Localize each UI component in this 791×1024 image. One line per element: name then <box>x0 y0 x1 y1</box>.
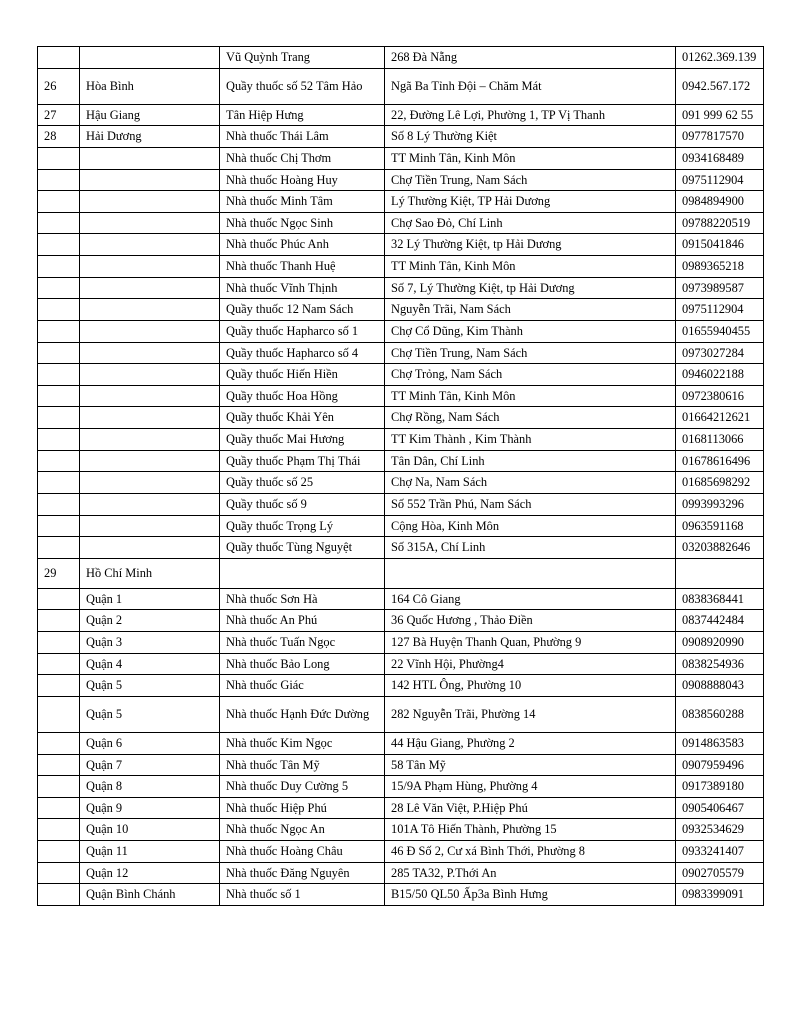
cell-province: Quận 1 <box>80 588 220 610</box>
cell-pharmacy-name: Nhà thuốc Sơn Hà <box>220 588 385 610</box>
cell-address: Số 315A, Chí Linh <box>385 537 676 559</box>
cell-pharmacy-name: Nhà thuốc Chị Thơm <box>220 147 385 169</box>
cell-address: Chợ Trỏng, Nam Sách <box>385 364 676 386</box>
cell-pharmacy-name: Nhà thuốc Vĩnh Thịnh <box>220 277 385 299</box>
table-row <box>38 299 764 321</box>
table-row <box>38 675 764 697</box>
cell-province <box>80 385 220 407</box>
cell-province: Quận 6 <box>80 732 220 754</box>
cell-province <box>80 234 220 256</box>
cell-number <box>38 472 80 494</box>
cell-phone: 0942.567.172 <box>676 68 764 104</box>
cell-address: 127 Bà Huyện Thanh Quan, Phường 9 <box>385 632 676 654</box>
cell-number <box>38 256 80 278</box>
cell-province <box>80 147 220 169</box>
cell-phone: 0973027284 <box>676 342 764 364</box>
table-row <box>38 277 764 299</box>
cell-number <box>38 588 80 610</box>
cell-address: TT Minh Tân, Kinh Môn <box>385 147 676 169</box>
cell-phone: 0972380616 <box>676 385 764 407</box>
cell-address: Chợ Tiền Trung, Nam Sách <box>385 342 676 364</box>
cell-phone: 0934168489 <box>676 147 764 169</box>
pharmacy-table-body <box>38 47 764 906</box>
cell-province: Hồ Chí Minh <box>80 558 220 588</box>
cell-phone: 0993993296 <box>676 493 764 515</box>
cell-phone: 0963591168 <box>676 515 764 537</box>
cell-number <box>38 147 80 169</box>
cell-address: Cộng Hòa, Kinh Môn <box>385 515 676 537</box>
cell-pharmacy-name: Nhà thuốc Phúc Anh <box>220 234 385 256</box>
cell-pharmacy-name: Nhà thuốc Minh Tâm <box>220 191 385 213</box>
table-row <box>38 256 764 278</box>
cell-address: TT Kim Thành , Kim Thành <box>385 429 676 451</box>
table-row <box>38 429 764 451</box>
cell-province: Quận 10 <box>80 819 220 841</box>
cell-phone: 0917389180 <box>676 776 764 798</box>
cell-address: Nguyễn Trãi, Nam Sách <box>385 299 676 321</box>
table-row <box>38 819 764 841</box>
cell-address: Chợ Rồng, Nam Sách <box>385 407 676 429</box>
cell-number <box>38 342 80 364</box>
cell-pharmacy-name: Nhà thuốc Hạnh Đức Dường <box>220 696 385 732</box>
cell-address: 164 Cô Giang <box>385 588 676 610</box>
cell-pharmacy-name: Tân Hiệp Hưng <box>220 104 385 126</box>
cell-number <box>38 653 80 675</box>
cell-phone: 01262.369.139 <box>676 47 764 69</box>
cell-number <box>38 884 80 906</box>
cell-pharmacy-name: Nhà thuốc Hoàng Huy <box>220 169 385 191</box>
cell-province: Quận 3 <box>80 632 220 654</box>
cell-province: Quận 2 <box>80 610 220 632</box>
cell-province <box>80 47 220 69</box>
cell-address: 22, Đường Lê Lợi, Phường 1, TP Vị Thanh <box>385 104 676 126</box>
cell-phone: 091 999 62 55 <box>676 104 764 126</box>
cell-number <box>38 610 80 632</box>
cell-number <box>38 277 80 299</box>
cell-pharmacy-name: Nhà thuốc Kim Ngọc <box>220 732 385 754</box>
cell-pharmacy-name: Nhà thuốc Duy Cường 5 <box>220 776 385 798</box>
table-row <box>38 797 764 819</box>
cell-province: Quận 5 <box>80 675 220 697</box>
cell-phone: 0838560288 <box>676 696 764 732</box>
table-row <box>38 884 764 906</box>
cell-address: 22 Vĩnh Hội, Phường4 <box>385 653 676 675</box>
cell-phone: 01655940455 <box>676 320 764 342</box>
cell-number <box>38 776 80 798</box>
cell-province <box>80 299 220 321</box>
cell-pharmacy-name: Nhà thuốc Tân Mỹ <box>220 754 385 776</box>
table-row <box>38 191 764 213</box>
cell-province: Quận 7 <box>80 754 220 776</box>
cell-phone: 0977817570 <box>676 126 764 148</box>
cell-province <box>80 342 220 364</box>
cell-province: Quận 11 <box>80 841 220 863</box>
cell-pharmacy-name: Nhà thuốc Giác <box>220 675 385 697</box>
cell-address: 58 Tân Mỹ <box>385 754 676 776</box>
cell-province <box>80 364 220 386</box>
table-row <box>38 126 764 148</box>
cell-address: 44 Hậu Giang, Phường 2 <box>385 732 676 754</box>
cell-province: Quận Bình Chánh <box>80 884 220 906</box>
cell-number: 29 <box>38 558 80 588</box>
cell-number <box>38 754 80 776</box>
cell-phone: 0975112904 <box>676 169 764 191</box>
cell-number <box>38 841 80 863</box>
cell-address: 36 Quốc Hương , Thảo Điền <box>385 610 676 632</box>
cell-number <box>38 234 80 256</box>
cell-pharmacy-name: Quầy thuốc Trọng Lý <box>220 515 385 537</box>
cell-phone: 0983399091 <box>676 884 764 906</box>
cell-pharmacy-name: Nhà thuốc An Phú <box>220 610 385 632</box>
table-row <box>38 515 764 537</box>
table-row <box>38 696 764 732</box>
cell-number <box>38 47 80 69</box>
cell-province: Quận 8 <box>80 776 220 798</box>
cell-number: 28 <box>38 126 80 148</box>
pharmacy-table-container <box>37 46 763 906</box>
cell-pharmacy-name: Quầy thuốc 12 Nam Sách <box>220 299 385 321</box>
cell-province <box>80 320 220 342</box>
cell-phone: 01685698292 <box>676 472 764 494</box>
cell-number <box>38 191 80 213</box>
cell-pharmacy-name: Nhà thuốc Bảo Long <box>220 653 385 675</box>
cell-province <box>80 191 220 213</box>
cell-address: B15/50 QL50 Ấp3a Bình Hưng <box>385 884 676 906</box>
cell-province <box>80 277 220 299</box>
table-row <box>38 104 764 126</box>
cell-phone: 0838254936 <box>676 653 764 675</box>
table-row <box>38 841 764 863</box>
cell-address: Lý Thường Kiệt, TP Hải Dương <box>385 191 676 213</box>
cell-province <box>80 515 220 537</box>
cell-phone: 01664212621 <box>676 407 764 429</box>
cell-pharmacy-name: Nhà thuốc Hiệp Phú <box>220 797 385 819</box>
cell-province <box>80 429 220 451</box>
cell-number <box>38 819 80 841</box>
cell-phone: 0915041846 <box>676 234 764 256</box>
cell-number <box>38 493 80 515</box>
table-row <box>38 732 764 754</box>
cell-number <box>38 537 80 559</box>
cell-province: Quận 4 <box>80 653 220 675</box>
cell-pharmacy-name <box>220 558 385 588</box>
cell-pharmacy-name: Nhà thuốc Ngọc Sinh <box>220 212 385 234</box>
cell-pharmacy-name: Nhà thuốc Hoàng Châu <box>220 841 385 863</box>
cell-number: 26 <box>38 68 80 104</box>
cell-address: 28 Lê Văn Việt, P.Hiệp Phú <box>385 797 676 819</box>
cell-pharmacy-name: Quầy thuốc số 25 <box>220 472 385 494</box>
cell-number <box>38 696 80 732</box>
cell-number <box>38 407 80 429</box>
cell-phone: 0905406467 <box>676 797 764 819</box>
cell-province <box>80 256 220 278</box>
cell-number <box>38 299 80 321</box>
cell-pharmacy-name: Nhà thuốc Ngọc An <box>220 819 385 841</box>
cell-phone: 0946022188 <box>676 364 764 386</box>
table-row <box>38 407 764 429</box>
cell-pharmacy-name: Nhà thuốc Tuấn Ngọc <box>220 632 385 654</box>
cell-number <box>38 212 80 234</box>
cell-province: Hải Dương <box>80 126 220 148</box>
cell-address: Tân Dân, Chí Linh <box>385 450 676 472</box>
cell-pharmacy-name: Quầy thuốc Mai Hương <box>220 429 385 451</box>
cell-phone: 0933241407 <box>676 841 764 863</box>
table-row <box>38 320 764 342</box>
cell-province: Quận 5 <box>80 696 220 732</box>
cell-province: Quận 9 <box>80 797 220 819</box>
table-row <box>38 68 764 104</box>
cell-number <box>38 429 80 451</box>
cell-pharmacy-name: Nhà thuốc Đăng Nguyên <box>220 862 385 884</box>
cell-province: Hòa Bình <box>80 68 220 104</box>
table-row <box>38 385 764 407</box>
cell-phone: 0914863583 <box>676 732 764 754</box>
cell-number <box>38 515 80 537</box>
cell-number <box>38 675 80 697</box>
cell-number <box>38 385 80 407</box>
cell-pharmacy-name: Quầy thuốc Hapharco số 1 <box>220 320 385 342</box>
cell-number <box>38 862 80 884</box>
cell-phone: 0837442484 <box>676 610 764 632</box>
cell-address: Chợ Tiền Trung, Nam Sách <box>385 169 676 191</box>
table-row <box>38 212 764 234</box>
cell-phone: 0838368441 <box>676 588 764 610</box>
cell-address: 268 Đà Nẵng <box>385 47 676 69</box>
cell-phone: 0908920990 <box>676 632 764 654</box>
cell-phone: 0973989587 <box>676 277 764 299</box>
cell-phone: 0168113066 <box>676 429 764 451</box>
cell-address: Ngã Ba Tỉnh Đội – Chăm Mát <box>385 68 676 104</box>
cell-province: Hậu Giang <box>80 104 220 126</box>
cell-address: Chợ Na, Nam Sách <box>385 472 676 494</box>
cell-phone: 0932534629 <box>676 819 764 841</box>
cell-address: Chợ Sao Đỏ, Chí Linh <box>385 212 676 234</box>
cell-address: Chợ Cổ Dũng, Kim Thành <box>385 320 676 342</box>
cell-province <box>80 169 220 191</box>
cell-pharmacy-name: Quầy thuốc Hoa Hồng <box>220 385 385 407</box>
cell-pharmacy-name: Vũ Quỳnh Trang <box>220 47 385 69</box>
cell-pharmacy-name: Nhà thuốc số 1 <box>220 884 385 906</box>
cell-number <box>38 732 80 754</box>
cell-province: Quận 12 <box>80 862 220 884</box>
cell-address: 282 Nguyễn Trãi, Phường 14 <box>385 696 676 732</box>
cell-pharmacy-name: Quầy thuốc Hiến Hiền <box>220 364 385 386</box>
cell-address: TT Minh Tân, Kinh Môn <box>385 385 676 407</box>
table-row <box>38 653 764 675</box>
cell-pharmacy-name: Quầy thuốc số 52 Tâm Hảo <box>220 68 385 104</box>
cell-address: 101A Tô Hiến Thành, Phường 15 <box>385 819 676 841</box>
cell-phone: 03203882646 <box>676 537 764 559</box>
table-row <box>38 558 764 588</box>
table-row <box>38 610 764 632</box>
cell-number <box>38 797 80 819</box>
cell-pharmacy-name: Quầy thuốc Phạm Thị Thái <box>220 450 385 472</box>
cell-address: 46 Đ Số 2, Cư xá Bình Thới, Phường 8 <box>385 841 676 863</box>
cell-number <box>38 320 80 342</box>
cell-phone: 09788220519 <box>676 212 764 234</box>
table-row <box>38 537 764 559</box>
cell-address: Số 7, Lý Thường Kiệt, tp Hải Dương <box>385 277 676 299</box>
table-row <box>38 47 764 69</box>
table-row <box>38 169 764 191</box>
table-row <box>38 632 764 654</box>
cell-address: Số 8 Lý Thường Kiệt <box>385 126 676 148</box>
cell-province <box>80 472 220 494</box>
cell-address: 142 HTL Ông, Phường 10 <box>385 675 676 697</box>
table-row <box>38 493 764 515</box>
cell-address: 285 TA32, P.Thới An <box>385 862 676 884</box>
cell-province <box>80 537 220 559</box>
pharmacy-table <box>37 46 764 906</box>
table-row <box>38 776 764 798</box>
cell-province <box>80 450 220 472</box>
cell-province <box>80 493 220 515</box>
cell-phone: 0907959496 <box>676 754 764 776</box>
cell-number <box>38 364 80 386</box>
table-row <box>38 342 764 364</box>
cell-address: TT Minh Tân, Kinh Môn <box>385 256 676 278</box>
cell-phone: 01678616496 <box>676 450 764 472</box>
table-row <box>38 472 764 494</box>
table-row <box>38 450 764 472</box>
table-row <box>38 234 764 256</box>
cell-phone: 0989365218 <box>676 256 764 278</box>
table-row <box>38 588 764 610</box>
cell-pharmacy-name: Quầy thuốc Tùng Nguyệt <box>220 537 385 559</box>
cell-address: Số 552 Trần Phú, Nam Sách <box>385 493 676 515</box>
cell-number <box>38 169 80 191</box>
cell-number <box>38 450 80 472</box>
table-row <box>38 147 764 169</box>
cell-number: 27 <box>38 104 80 126</box>
table-row <box>38 754 764 776</box>
cell-address: 32 Lý Thường Kiệt, tp Hải Dương <box>385 234 676 256</box>
cell-province <box>80 407 220 429</box>
cell-pharmacy-name: Nhà thuốc Thái Lâm <box>220 126 385 148</box>
cell-address <box>385 558 676 588</box>
cell-phone: 0984894900 <box>676 191 764 213</box>
cell-phone: 0908888043 <box>676 675 764 697</box>
cell-phone: 0902705579 <box>676 862 764 884</box>
cell-pharmacy-name: Nhà thuốc Thanh Huệ <box>220 256 385 278</box>
table-row <box>38 364 764 386</box>
cell-number <box>38 632 80 654</box>
cell-pharmacy-name: Quầy thuốc Hapharco số 4 <box>220 342 385 364</box>
cell-pharmacy-name: Quầy thuốc Khải Yên <box>220 407 385 429</box>
table-row <box>38 862 764 884</box>
cell-pharmacy-name: Quầy thuốc số 9 <box>220 493 385 515</box>
cell-province <box>80 212 220 234</box>
cell-phone <box>676 558 764 588</box>
cell-address: 15/9A Phạm Hùng, Phường 4 <box>385 776 676 798</box>
cell-phone: 0975112904 <box>676 299 764 321</box>
